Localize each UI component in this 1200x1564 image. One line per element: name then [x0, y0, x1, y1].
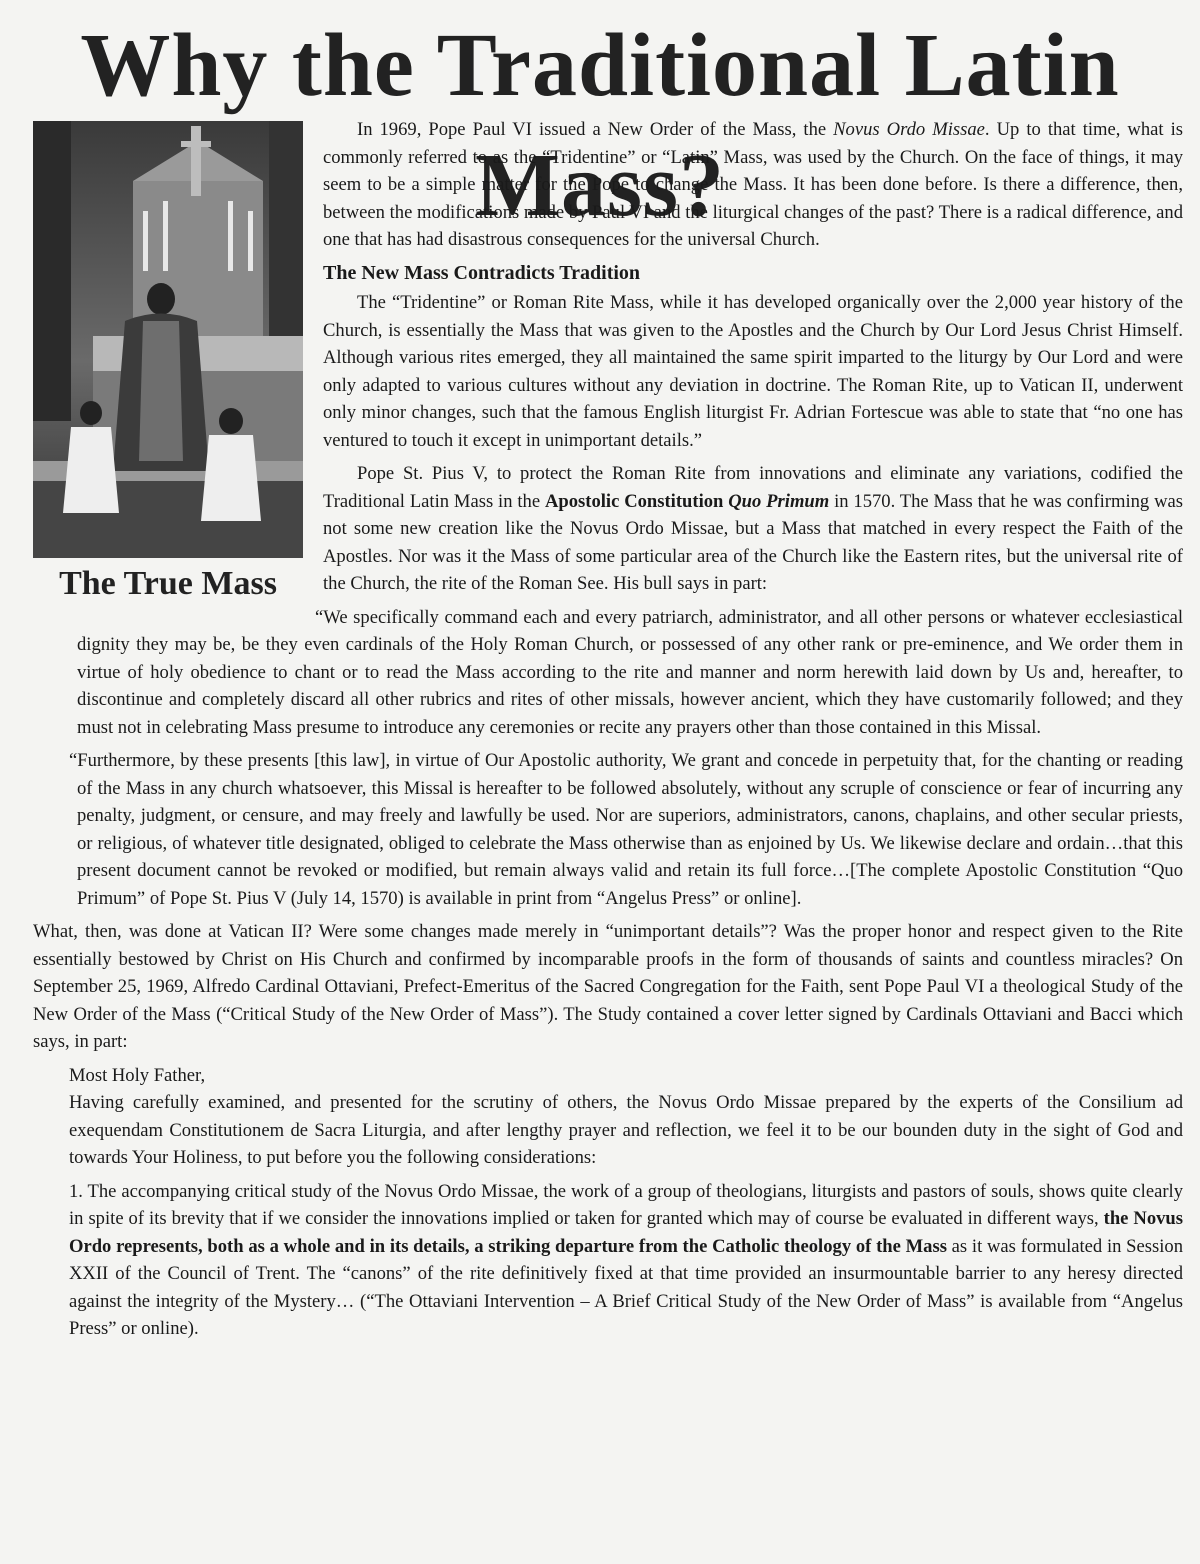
pius-text-bold: Apostolic Constitution: [544, 490, 729, 512]
intro-text-a: In 1969, Pope Paul VI issued a New Order of the Mass, the: [357, 119, 834, 140]
pius-text-a: Pope St. Pius V, to protect the Roman Rite from innovations and eliminate any variations, codified the Traditional Latin Mass in the: [323, 463, 1183, 512]
pius-text-bold-em: Quo Primum: [728, 490, 830, 512]
intro-text-em: Novus Ordo Missae: [833, 119, 985, 140]
ottaviani-letter: [69, 1062, 1183, 1343]
quo-primum-quote-2: “Furthermore, by these presents [this law], in virtue of Our Apostolic authority, We grant and concede in perpetuity that, for the chanting or reading of the Mass in any church whatsoever, this Missal is hereafter to be followed absolutely, without any scruple of conscience or fear of incurring any penalty, judgment, or censure, and may freely and lawfully be used. Nor are superiors, administrators, canons, chaplains, and other secular priests, or religious, of whatever title designated, obliged to celebrate the Mass otherwise than as enjoined by Us. We likewise declare and ordain…that this present document cannot be revoked or modified, but remain always valid and retain its full force…[The complete Apostolic Constitution “Quo Primum” of Pope St. Pius V (July 14, 1570) is available in print from “Angelus Press” or online].: [69, 750, 1183, 909]
letter-paragraph-1: Having carefully examined, and presented for the scrutiny of others, the Novus Ordo Missae prepared by the experts of the Consilium ad exequendam Constitutionem de Sacra Liturgia, and after lengthy prayer and reflection, we feel it to be our bounden duty in the sight of God and towards Your Holiness, to put before you the following considerations:: [69, 1092, 1183, 1168]
letter-text-a: 1. The accompanying critical study of the Novus Ordo Missae, the work of a group of theologians, liturgists and pastors of souls, shows quite clearly in spite of its brevity that if we consider the innovations implied or taken for granted which may of course be evaluated in different ways,: [69, 1180, 1183, 1229]
letter-text-bold: the Novus Ordo represents, both as a whole and in its details, a striking departure from the Catholic theology of the Mass: [69, 1208, 1183, 1257]
intro-text-b: . Up to that time, what is commonly referred to as the “Tridentine” or “Latin” Mass, was used by the Church. On the face of things, it may seem to be a simple matter for the Pope to change the Mass. It has been done before. Is there a difference, then, between the modifications made by Paul VI and the liturgical changes of the past? There is a radical difference, and one that has had disastrous consequences for the universal Church.: [323, 119, 1183, 250]
letter-salutation: Most Holy Father,: [69, 1064, 206, 1086]
page-title: Why the Traditional Latin Mass?: [80, 16, 1120, 235]
pius-text-b: in 1570. The Mass that he was confirming was not some new creation like the Novus Ordo Missae, but a Mass that matched in every respect the Faith of the Apostles. Nor was it the Mass of some particular area of the Church like the Eastern rites, but the universal rite of the Church, the rite of the Roman See. His bull says in part:: [323, 490, 1183, 594]
tradition-paragraph: The “Tridentine” or Roman Rite Mass, while it has developed organically over the 2,000 year history of the Church, is essentially the Mass that was given to the Apostles and the Church by Our Lord Jesus Christ Himself. Although various rites emerged, they all maintained the same spirit imparted to the liturgy by Our Lord and were only adapted to various cultures without any deviation in doctrine. The Roman Rite, up to Vatican II, underwent only minor changes, such that the famous English liturgist Fr. Adrian Fortescue was able to state that “no one has ventured to touch it except in unimportant details.”: [323, 292, 1183, 451]
section-heading: The New Mass Contradicts Tradition: [323, 261, 641, 284]
vatican-paragraph: What, then, was done at Vatican II? Were some changes made merely in “unimportant details”? Was the proper honor and respect given to the Rite essentially bestowed by Christ on His Church and confirmed by incomparable proofs in the form of thousands of saints and countless miracles? On September 25, 1969, Alfredo Cardinal Ottaviani, Prefect-Emeritus of the Sacred Congregation for the Faith, sent Pope Paul VI a theological Study of the New Order of the Mass (“Critical Study of the New Order of Mass”). The Study contained a cover letter signed by Cardinals Ottaviani and Bacci which says, in part:: [33, 921, 1183, 1052]
article-body: [33, 116, 1183, 1343]
letter-paragraph-2: [69, 1178, 1183, 1343]
photo-spacer: [33, 116, 323, 623]
letter-text-b: as it was formulated in Session XXII of the Council of Trent. The “canons” of the rite definitively fixed at that time provided an insurmountable barrier to any heresy directed against the integrity of the Mystery… (“The Ottaviani Intervention – A Brief Critical Study of the New Order of Mass” is available from “Angelus Press” or online).: [69, 1235, 1183, 1339]
photo-caption: The True Mass: [59, 565, 277, 602]
quo-primum-quote-1: “We specifically command each and every patriarch, administrator, and all other persons or whatever ecclesiastical dignity they may be, be they even cardinals of the Holy Roman Church, or possessed of any other rank or pre-eminence, and We order them in virtue of holy obedience to chant or to read the Mass according to the rite and manner and norm herewith laid down by Us and, hereafter, to discontinue and completely discard all other rubrics and rites of other missals, however ancient, which they have customarily followed; and they must not in celebrating Mass presume to introduce any ceremonies or recite any prayers other than those contained in this Missal.: [77, 606, 1183, 738]
